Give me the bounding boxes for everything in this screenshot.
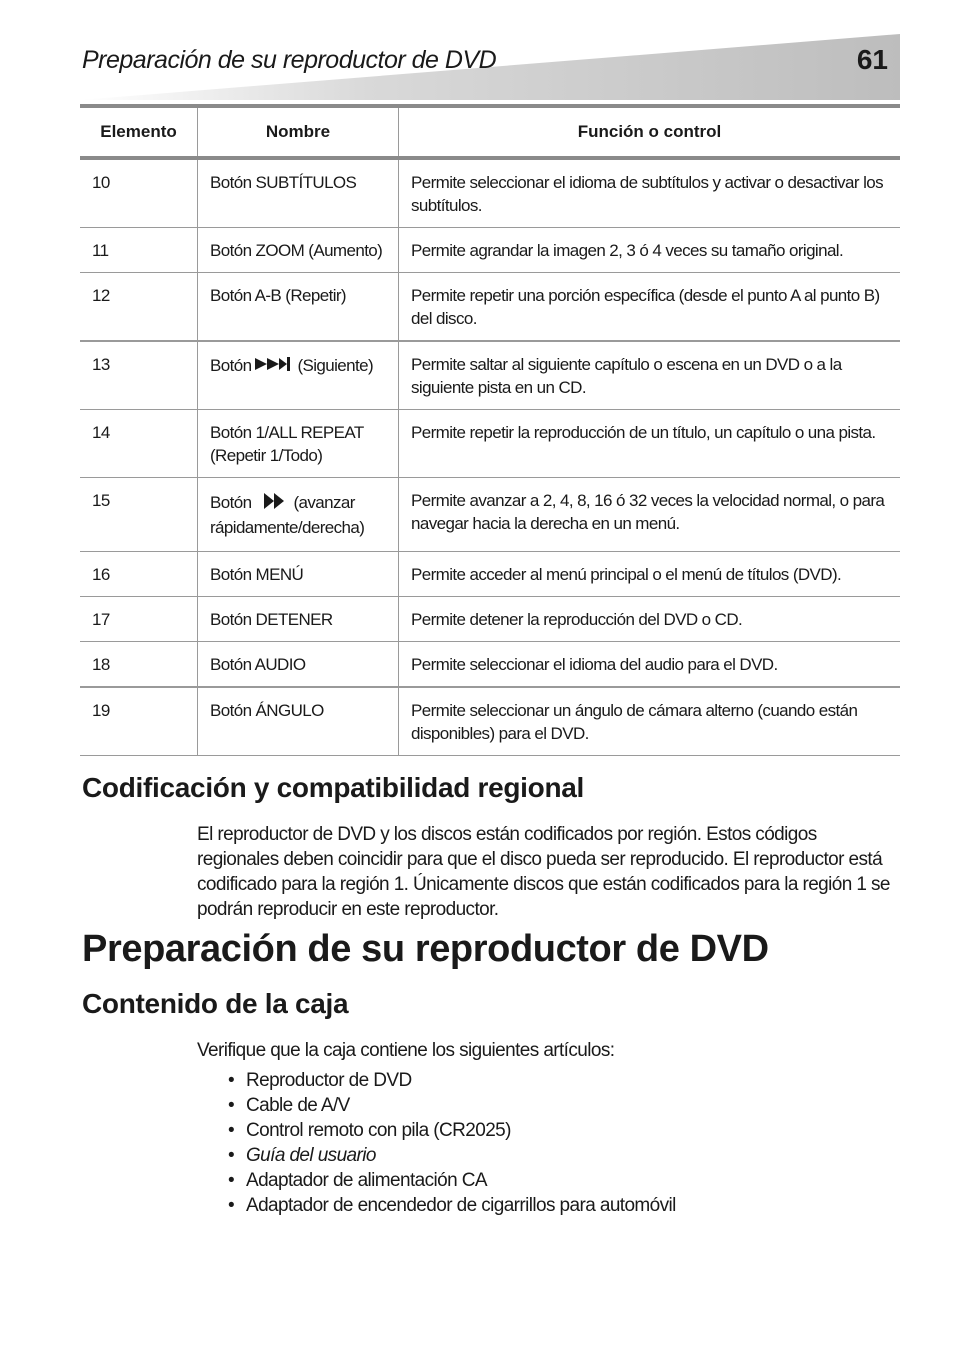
element-cell: 14	[80, 410, 198, 478]
list-item: • Guía del usuario	[228, 1143, 676, 1168]
running-header-title: Preparación de su reproductor de DVD	[82, 46, 497, 74]
box-contents-intro: Verifique que la caja contiene los siguientes artículos:	[197, 1040, 615, 1061]
list-item: • Control remoto con pila (CR2025)	[228, 1118, 676, 1143]
function-cell: Permite avanzar a 2, 4, 8, 16 ó 32 veces la velocidad normal, o para navegar hacia la derecha en un menú.	[399, 478, 901, 552]
name-cell	[198, 478, 399, 552]
function-cell: Permite agrandar la imagen 2, 3 ó 4 veces su tamaño original.	[399, 228, 901, 273]
name-cell: Botón MENÚ	[198, 551, 399, 596]
table-row	[80, 158, 900, 228]
list-item: • Adaptador de alimentación CA	[228, 1168, 676, 1193]
column-header-function: Función o control	[399, 108, 901, 158]
name-cell: Botón ZOOM (Aumento)	[198, 228, 399, 273]
chapter-title: Preparación de su reproductor de DVD	[82, 928, 769, 970]
fast-forward-icon	[263, 492, 285, 516]
next-track-icon	[255, 355, 293, 378]
regional-coding-paragraph: El reproductor de DVD y los discos están codificados por región. Estos códigos regionales deben coincidir para que el disco pueda ser reproducido. El reproductor está codificado para la región 1. Únicamente discos que están codificados para la región 1 se podrán reproducir en este reproductor.	[197, 824, 890, 920]
table-row	[80, 410, 900, 478]
name-cell: Botón 1/ALL REPEAT (Repetir 1/Todo)	[198, 410, 399, 478]
function-cell: Permite seleccionar el idioma del audio para el DVD.	[399, 641, 901, 687]
box-contents-heading: Contenido de la caja	[82, 988, 349, 1019]
table-row	[80, 551, 900, 596]
name-prefix: Botón	[210, 356, 252, 375]
name-prefix: Botón	[210, 493, 252, 512]
remote-buttons-table	[80, 108, 900, 756]
name-cell: Botón ÁNGULO	[198, 687, 399, 756]
table-row	[80, 341, 900, 410]
box-contents-list	[228, 1068, 676, 1218]
table-header-row	[80, 108, 900, 158]
name-cell: Botón SUBTÍTULOS	[198, 158, 399, 228]
function-cell: Permite seleccionar el idioma de subtítulos y activar o desactivar los subtítulos.	[399, 158, 901, 228]
element-cell: 18	[80, 641, 198, 687]
table-row	[80, 273, 900, 342]
function-cell: Permite saltar al siguiente capítulo o escena en un DVD o a la siguiente pista en un CD.	[399, 341, 901, 410]
column-header-name: Nombre	[198, 108, 399, 158]
name-cell: Botón A-B (Repetir)	[198, 273, 399, 342]
table-row	[80, 641, 900, 687]
function-cell: Permite acceder al menú principal o el menú de títulos (DVD).	[399, 551, 901, 596]
name-suffix: (Siguiente)	[297, 356, 374, 375]
table-row	[80, 228, 900, 273]
name-suffix: (avanzar rápidamente/derecha)	[210, 493, 365, 537]
list-item: • Cable de A/V	[228, 1093, 676, 1118]
table-row	[80, 478, 900, 552]
column-header-element: Elemento	[80, 108, 198, 158]
element-cell: 10	[80, 158, 198, 228]
function-cell: Permite seleccionar un ángulo de cámara alterno (cuando están disponibles) para el DVD.	[399, 687, 901, 756]
element-cell: 17	[80, 596, 198, 641]
function-cell: Permite repetir la reproducción de un título, un capítulo o una pista.	[399, 410, 901, 478]
element-cell: 19	[80, 687, 198, 756]
function-cell: Permite repetir una porción específica (desde el punto A al punto B) del disco.	[399, 273, 901, 342]
element-cell: 15	[80, 478, 198, 552]
page-number: 61	[856, 44, 888, 75]
table-row	[80, 596, 900, 641]
element-cell: 13	[80, 341, 198, 410]
list-item: • Reproductor de DVD	[228, 1068, 676, 1093]
function-cell: Permite detener la reproducción del DVD o CD.	[399, 596, 901, 641]
list-item: • Adaptador de encendedor de cigarrillos para automóvil	[228, 1193, 676, 1218]
regional-coding-heading: Codificación y compatibilidad regional	[82, 772, 585, 803]
name-cell	[198, 341, 399, 410]
name-cell: Botón DETENER	[198, 596, 399, 641]
table-row	[80, 687, 900, 756]
element-cell: 11	[80, 228, 198, 273]
name-cell: Botón AUDIO	[198, 641, 399, 687]
element-cell: 12	[80, 273, 198, 342]
element-cell: 16	[80, 551, 198, 596]
